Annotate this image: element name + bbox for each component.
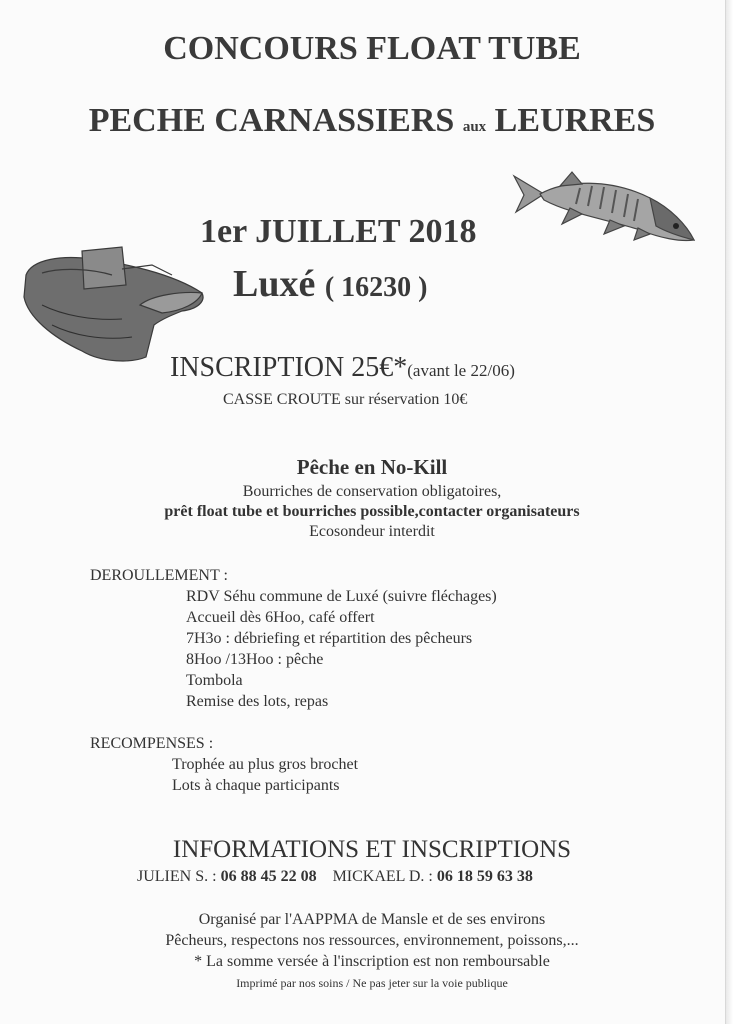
deroulement-item: 8Hoo /13Hoo : pêche bbox=[186, 651, 324, 668]
deroulement-item: 7H3o : débriefing et répartition des pêcheurs bbox=[186, 630, 473, 647]
place-zip: ( 16230 ) bbox=[324, 272, 428, 303]
inscription-note: (avant le 22/06) bbox=[407, 361, 515, 380]
recompenses-heading: RECOMPENSES : bbox=[90, 735, 214, 752]
event-place bbox=[233, 262, 428, 306]
deroulement-heading: DEROULLEMENT : bbox=[90, 567, 228, 584]
deroulement-item: Remise des lots, repas bbox=[186, 693, 329, 710]
footer-organizer: Organisé par l'AAPPMA de Mansle et de ses environs bbox=[198, 911, 546, 928]
informations-heading: INFORMATIONS ET INSCRIPTIONS bbox=[172, 836, 572, 863]
casse-croute-line: CASSE CROUTE sur réservation 10€ bbox=[223, 391, 468, 408]
inscription-line bbox=[170, 352, 515, 384]
pike-fish-illustration bbox=[510, 168, 700, 253]
deroulement-item: Tombola bbox=[186, 672, 243, 689]
title-line-2 bbox=[0, 102, 744, 140]
contact-1-phone: 06 88 45 22 08 bbox=[220, 868, 317, 885]
rules-line-2: prêt float tube et bourriches possible,contacter organisateurs bbox=[164, 503, 580, 520]
deroulement-item: Accueil dès 6Hoo, café offert bbox=[186, 609, 375, 626]
footer-respect: Pêcheurs, respectons nos ressources, environnement, poissons,... bbox=[165, 932, 579, 949]
deroulement-item: RDV Séhu commune de Luxé (suivre fléchages) bbox=[186, 588, 497, 605]
contacts-line bbox=[137, 868, 533, 886]
title-line-1: CONCOURS FLOAT TUBE bbox=[163, 30, 581, 67]
inscription-label: INSCRIPTION 25€* bbox=[170, 352, 408, 383]
contact-2-name: MICKAEL D. : bbox=[332, 868, 433, 885]
event-date: 1er JUILLET 2018 bbox=[200, 213, 477, 250]
place-name: Luxé bbox=[233, 263, 316, 305]
contact-2-phone: 06 18 59 63 38 bbox=[436, 868, 533, 885]
title-line-2-part-a: PECHE CARNASSIERS bbox=[88, 102, 455, 139]
title-line-2-small: aux bbox=[462, 119, 487, 135]
no-kill-title: Pêche en No-Kill bbox=[296, 455, 448, 479]
rules-line-3: Ecosondeur interdit bbox=[309, 523, 435, 540]
float-tube-illustration bbox=[22, 245, 208, 365]
contact-1-name: JULIEN S. : bbox=[137, 868, 217, 885]
rules-line-1: Bourriches de conservation obligatoires, bbox=[242, 483, 502, 500]
recompense-item: Trophée au plus gros brochet bbox=[172, 756, 359, 773]
title-line-2-part-b: LEURRES bbox=[494, 102, 656, 139]
footer-printed: Imprimé par nos soins / Ne pas jeter sur la voie publique bbox=[236, 976, 508, 990]
footer-nonrefundable: * La somme versée à l'inscription est non remboursable bbox=[194, 953, 550, 970]
recompense-item: Lots à chaque participants bbox=[172, 777, 340, 794]
